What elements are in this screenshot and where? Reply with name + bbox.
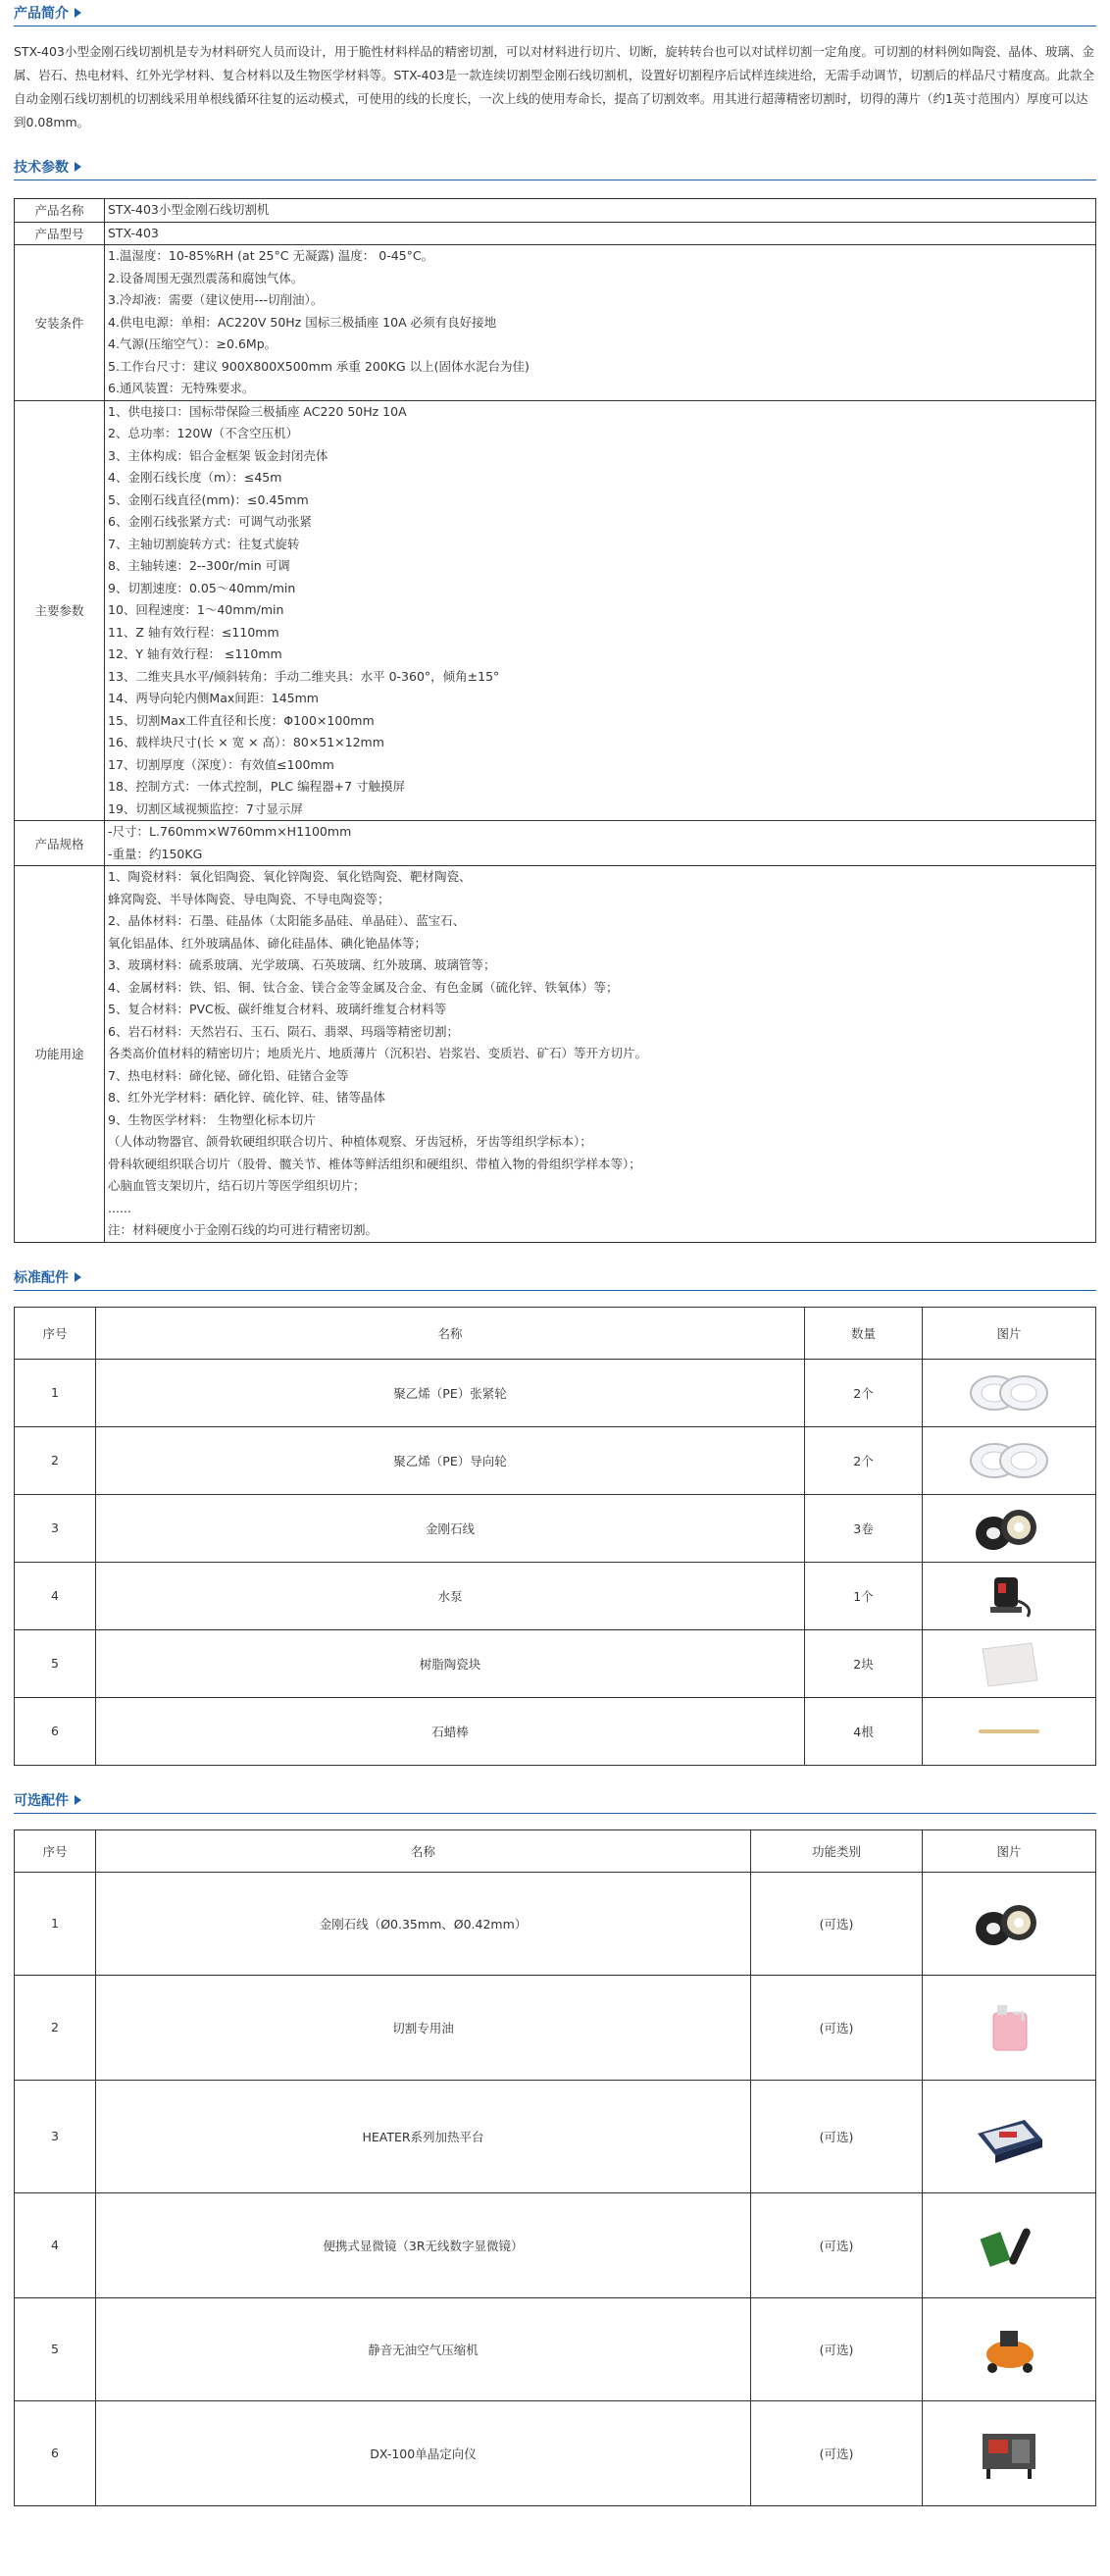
cell-image [923,1359,1096,1426]
spec-line: 9、生物医学材料： 生物塑化标本切片 [108,1111,316,1127]
air-compressor-icon [975,2323,1043,2376]
cell-image [923,2080,1096,2192]
table-row [15,1872,1096,1975]
spec-line: 17、切割厚度（深度）：有效值≤100mm [108,756,334,772]
microscope-icon [975,2219,1043,2272]
section-spec-header [14,154,1096,180]
spec-line: （人体动物器官、颌骨软硬组织联合切片、种植体观察、牙齿冠桥，牙齿等组织学标本）； [108,1134,592,1149]
orientation-device-icon [975,2424,1043,2483]
cell-image [923,1872,1096,1975]
spec-table [14,198,1096,1243]
cell-name: 切割专用油 [96,1975,751,2080]
cell-image [923,1562,1096,1629]
cell-no: 4 [15,2192,96,2297]
table-row [15,2400,1096,2505]
table-row [15,2297,1096,2400]
table-row [15,2080,1096,2192]
cell-qty: 3卷 [805,1494,923,1562]
spec-line: 5.工作台尺寸：建议 900X800X500mm 承重 200KG 以上(固体水泥台为佳) [108,358,530,374]
spec-line: 5、金刚石线直径(mm)：≤0.45mm [108,491,309,507]
spec-label: 安装条件 [15,245,105,401]
cell-no: 2 [15,1975,96,2080]
spec-line: 4、金刚石线长度（m）：≤45m [108,470,282,485]
cell-name: 水泵 [96,1562,805,1629]
cell-qty: 2块 [805,1629,923,1697]
cell-type: (可选) [751,2297,923,2400]
table-row [15,2192,1096,2297]
spec-line: 3、玻璃材料：硫系玻璃、光学玻璃、石英玻璃、红外玻璃、玻璃管等； [108,957,496,972]
spec-line: 9、切割速度：0.05～40mm/min [108,580,296,595]
spec-line: 注：材料硬度小于金刚石线的均可进行精密切割。 [108,1222,378,1237]
table-row [15,1975,1096,2080]
cell-name: HEATER系列加热平台 [96,2080,751,2192]
spec-line: 6、岩石材料：天然岩石、玉石、陨石、翡翠、玛瑙等精密切割； [108,1023,459,1039]
cell-name: 金刚石线（Ø0.35mm、Ø0.42mm） [96,1872,751,1975]
spec-line: 18、控制方式：一体式控制，PLC 编程器+7 寸触摸屏 [108,779,406,794]
table-row [15,1562,1096,1629]
optional-parts-table [14,1829,1096,2506]
wire-spool-icon [970,1899,1048,1948]
spec-line: 4.气源(压缩空气）：≥0.6Mp。 [108,336,278,351]
spec-line: 1、陶瓷材料：氧化铝陶瓷、氧化锌陶瓷、氧化锆陶瓷、靶材陶瓷、 [108,869,472,884]
cell-type: (可选) [751,1872,923,1975]
spec-value [105,222,1096,245]
pe-rings-icon [965,1439,1053,1482]
header-qty: 数量 [805,1307,923,1359]
cell-no: 3 [15,1494,96,1562]
spec-label: 产品型号 [15,222,105,245]
cell-no: 5 [15,2297,96,2400]
spec-line: 3、主体构成：铝合金框架 钣金封闭壳体 [108,447,328,463]
spec-line: 10、回程速度：1～40mm/min [108,602,284,617]
header-image: 图片 [923,1829,1096,1872]
spec-line: 15、切割Max工件直径和长度：Φ100×100mm [108,712,375,728]
spec-row [15,821,1096,866]
cell-name: DX-100单晶定向仪 [96,2400,751,2505]
cell-no: 6 [15,1697,96,1765]
table-header-row [15,1307,1096,1359]
spec-line: 7、主轴切割旋转方式：往复式旋转 [108,536,300,551]
spec-value [105,245,1096,401]
spec-line: 16、载样块尺寸(长 × 宽 × 高）：80×51×12mm [108,735,384,749]
spec-line: 6.通风装置：无特殊要求。 [108,381,255,395]
spec-line: STX-403小型金刚石线切割机 [108,202,270,217]
cell-image [923,2297,1096,2400]
spec-line: 1.温湿度：10-85%RH (at 25°C 无凝露) 温度： 0-45°C。 [108,248,434,263]
spec-line: 2、晶体材料：石墨、硅晶体（太阳能多晶硅、单晶硅）、蓝宝石、 [108,913,466,928]
header-name: 名称 [96,1307,805,1359]
header-name: 名称 [96,1829,751,1872]
spec-line: -重量：约150KG [108,846,203,861]
cell-name: 静音无油空气压缩机 [96,2297,751,2400]
spec-value [105,821,1096,866]
table-row [15,1359,1096,1426]
triangle-arrow-icon [75,1795,81,1805]
standard-parts-table [14,1307,1096,1766]
spec-row [15,222,1096,245]
resin-block-icon [975,1639,1043,1688]
triangle-arrow-icon [75,1272,81,1282]
spec-line: 蜂窝陶瓷、半导体陶瓷、导电陶瓷、不导电陶瓷等； [108,891,390,906]
cell-image [923,2192,1096,2297]
spec-line: 2、总功率：120W（不含空压机） [108,426,299,440]
spec-line: 11、Z 轴有效行程：≤110mm [108,624,279,640]
cell-qty: 4根 [805,1697,923,1765]
cell-name: 聚乙烯（PE）张紧轮 [96,1359,805,1426]
cell-no: 2 [15,1426,96,1494]
table-row [15,1494,1096,1562]
section-standard-header [14,1264,1096,1291]
water-pump-icon [975,1571,1043,1621]
spec-line: 1、供电接口：国标带保险三极插座 AC220 50Hz 10A [108,403,407,419]
header-type: 功能类别 [751,1829,923,1872]
spec-value [105,866,1096,1243]
section-title: 产品简介 [14,6,69,22]
wax-stick-icon [975,1722,1043,1741]
spec-label: 产品名称 [15,199,105,223]
cell-qty: 2个 [805,1359,923,1426]
oil-jug-icon [980,2001,1038,2054]
cell-name: 石蜡棒 [96,1697,805,1765]
cell-no: 1 [15,1359,96,1426]
spec-line: 骨科软硬组织联合切片（股骨、髋关节、椎体等鲜活组织和硬组织、带植入物的骨组织学样本等）； [108,1156,641,1171]
cell-no: 4 [15,1562,96,1629]
cell-qty: 2个 [805,1426,923,1494]
table-row [15,1426,1096,1494]
spec-label: 主要参数 [15,400,105,821]
spec-row [15,245,1096,401]
section-title: 技术参数 [14,160,69,176]
spec-label: 产品规格 [15,821,105,866]
spec-line: 19、切割区域视频监控：7寸显示屏 [108,800,303,816]
cell-no: 5 [15,1629,96,1697]
spec-line: 3.冷却液：需要（建议使用---切削油）。 [108,292,324,307]
spec-line: 氧化铝晶体、红外玻璃晶体、碲化硅晶体、碘化铯晶体等； [108,935,428,951]
spec-row [15,199,1096,223]
cell-no: 6 [15,2400,96,2505]
cell-name: 便携式显微镜（3R无线数字显微镜） [96,2192,751,2297]
section-title: 标准配件 [14,1269,69,1286]
heater-platform-icon [970,2110,1048,2163]
table-header-row [15,1829,1096,1872]
intro-paragraph: STX-403小型金刚石线切割机是专为材料研究人员而设计，用于脆性材料样品的精密切割，可以对材料进行切片、切断，旋转转台也可以对试样切割一定角度。可切割的材料例如陶瓷、晶体、玻璃、金属、岩石、热电材料、红外光学材料、复合材料以及生物医学材料等。STX-403是一款连续切割型金刚石线切割机，设置好切割程序后试样连续进给，无需手动调节，切割后的样品尺寸精度高。此款全自动金刚石线切割机的切割线采用单根线循环往复的运动模式，可使用的线的长度长，一次上线的使用寿命长，提高了切割效率。用其进行超薄精密切割时，切得的薄片（约1英寸范围内）厚度可以达到0.08mm。 [14,44,1094,129]
cell-no: 1 [15,1872,96,1975]
cell-type: (可选) [751,2400,923,2505]
spec-label: 功能用途 [15,866,105,1243]
spec-line: 8、主轴转速：2--300r/min 可调 [108,558,290,573]
header-no: 序号 [15,1829,96,1872]
cell-image [923,2400,1096,2505]
spec-line: 各类高价值材料的精密切片；地质光片、地质薄片（沉积岩、岩浆岩、变质岩、矿石）等开方切片。 [108,1046,648,1060]
pe-rings-icon [965,1371,1053,1415]
spec-value [105,199,1096,223]
section-optional-header [14,1787,1096,1814]
wire-spool-icon [970,1504,1048,1553]
spec-line: 13、二维夹具水平/倾斜转角：手动二维夹具：水平 0-360°，倾角±15° [108,668,500,684]
header-image: 图片 [923,1307,1096,1359]
cell-image [923,1975,1096,2080]
spec-row [15,400,1096,821]
cell-image [923,1426,1096,1494]
header-no: 序号 [15,1307,96,1359]
spec-value [105,400,1096,821]
spec-line: 8、红外光学材料：硒化锌、硫化锌、硅、锗等晶体 [108,1090,385,1105]
spec-line: -尺寸：L.760mm×W760mm×H1100mm [108,824,352,839]
triangle-arrow-icon [75,162,81,172]
cell-no: 3 [15,2080,96,2192]
cell-image [923,1494,1096,1562]
spec-line: 5、复合材料：PVC板、碳纤维复合材料、玻璃纤维复合材料等 [108,1002,447,1016]
spec-line: 12、Y 轴有效行程： ≤110mm [108,646,282,661]
triangle-arrow-icon [75,8,81,18]
spec-line: 7、热电材料：碲化铋、碲化铅、硅锗合金等 [108,1067,349,1083]
spec-line: 2.设备周围无强烈震荡和腐蚀气体。 [108,270,304,285]
spec-line: ...... [108,1200,131,1215]
section-title: 可选配件 [14,1792,69,1809]
section-intro-header [14,0,1096,26]
spec-line: 心脑血管支架切片，结石切片等医学组织切片； [108,1178,366,1193]
cell-name: 金刚石线 [96,1494,805,1562]
table-row [15,1629,1096,1697]
cell-image [923,1697,1096,1765]
spec-line: 6、金刚石线张紧方式：可调气动张紧 [108,514,312,529]
cell-name: 聚乙烯（PE）导向轮 [96,1426,805,1494]
spec-line: 4、金属材料：铁、铝、铜、钛合金、镁合金等金属及合金、有色金属（硫化锌、铁氧体）等； [108,979,619,995]
table-row [15,1697,1096,1765]
spec-row [15,866,1096,1243]
cell-name: 树脂陶瓷块 [96,1629,805,1697]
spec-line: STX-403 [108,225,159,240]
cell-image [923,1629,1096,1697]
cell-type: (可选) [751,1975,923,2080]
cell-type: (可选) [751,2080,923,2192]
cell-type: (可选) [751,2192,923,2297]
spec-line: 14、两导向轮内侧Max间距：145mm [108,691,319,705]
cell-qty: 1个 [805,1562,923,1629]
spec-line: 4.供电电源：单相：AC220V 50Hz 国标三极插座 10A 必须有良好接地 [108,314,497,330]
